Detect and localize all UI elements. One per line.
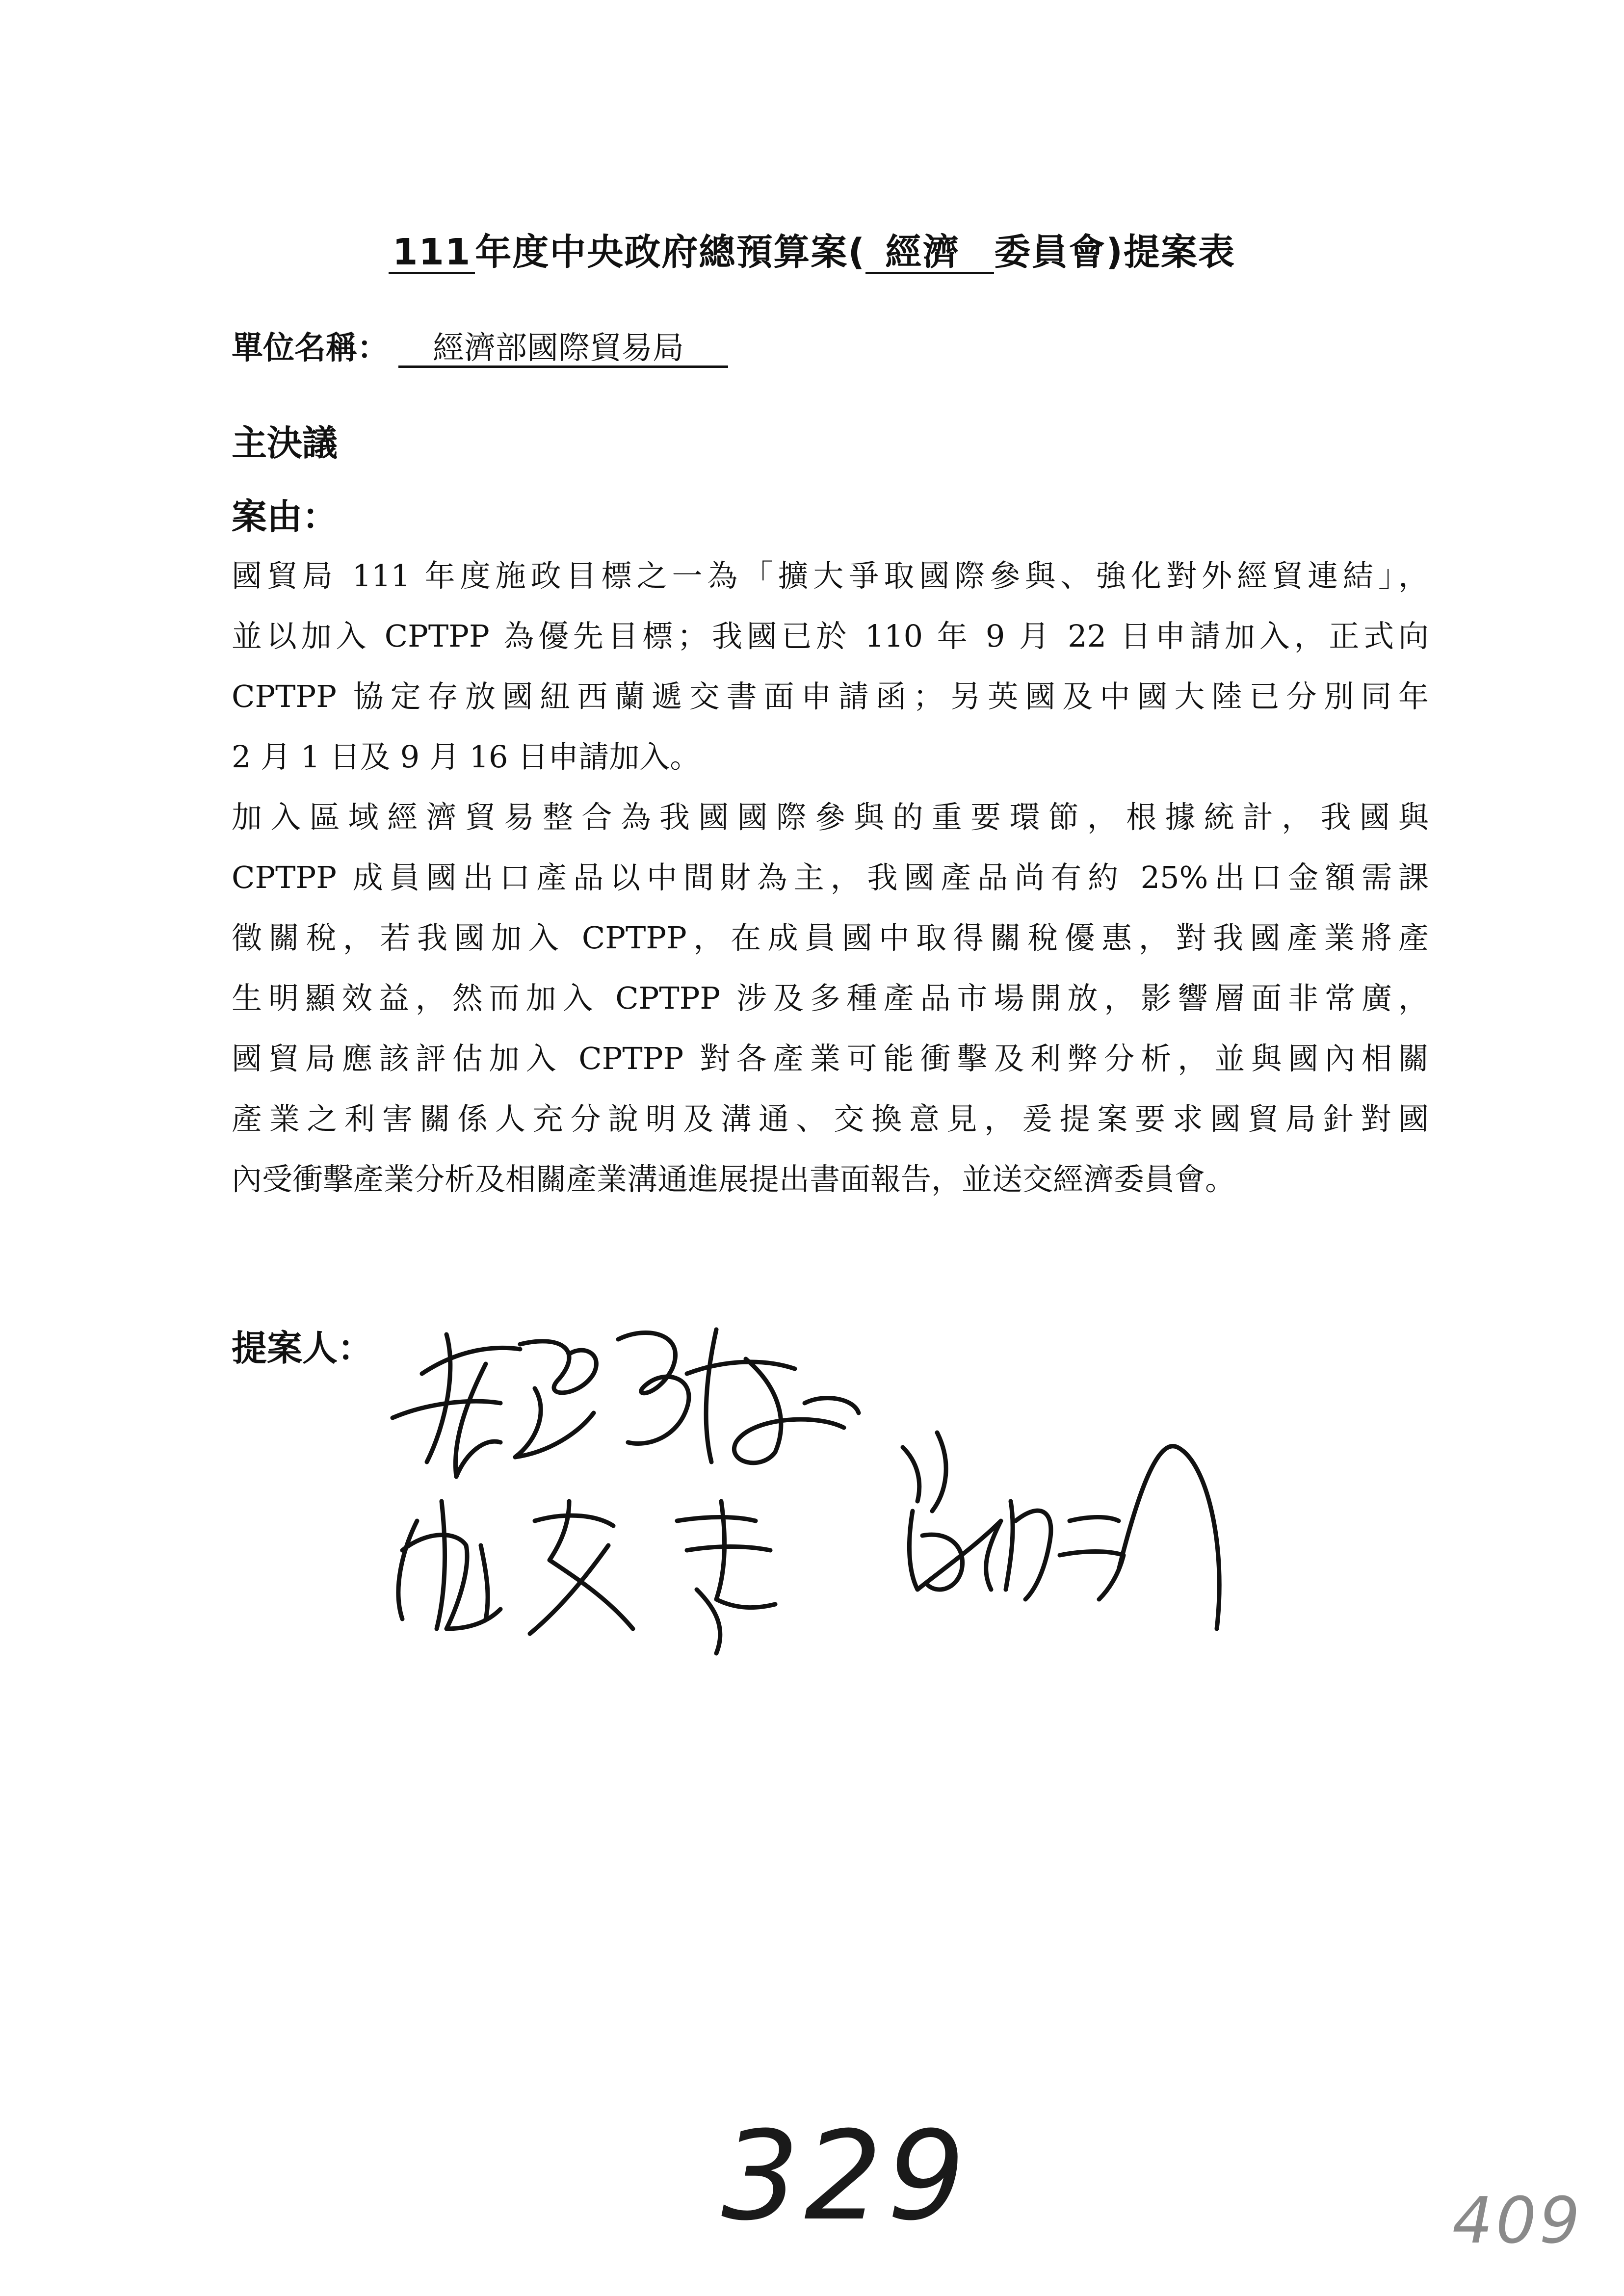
signature-bottom-left xyxy=(398,1501,775,1653)
paragraph-1-line: 國貿局 111 年度施政目標之一為「擴大爭取國際參與、強化對外經貿連結」， xyxy=(232,558,1429,594)
proposer-label: 提案人： xyxy=(232,1328,373,1369)
paragraph-1 xyxy=(232,546,1429,787)
year-field: 111 xyxy=(389,234,475,274)
signature-bottom-right xyxy=(903,1433,1219,1629)
paragraph-2-line: CPTPP 成員國出口產品以中間財為主，我國產品尚有約 25%出口金額需課 xyxy=(232,860,1429,895)
document-title xyxy=(0,223,1624,275)
page-number: 329 xyxy=(721,2105,970,2247)
paragraph-1-line: 2 月 1 日及 9 月 16 日申請加入。 xyxy=(232,739,701,775)
handwritten-signatures xyxy=(373,1315,1266,1688)
unit-row xyxy=(232,323,728,368)
committee-field: 經濟 xyxy=(865,234,994,274)
paragraph-2-line: 內受衝擊產業分析及相關產業溝通進展提出書面報告，並送交經濟委員會。 xyxy=(232,1161,1236,1197)
title-end: 委員會)提案表 xyxy=(994,231,1236,273)
reason-heading: 案由： xyxy=(232,496,338,537)
title-middle: 年度中央政府總預算案( xyxy=(475,231,866,273)
paragraph-2-line: 徵關稅，若我國加入 CPTPP，在成員國中取得關稅優惠，對我國產業將產 xyxy=(232,920,1429,956)
paragraph-2-line: 生明顯效益，然而加入 CPTPP 涉及多種產品市場開放，影響層面非常廣， xyxy=(232,980,1429,1016)
paragraph-2-line: 產業之利害關係人充分說明及溝通、交換意見，爰提案要求國貿局針對國 xyxy=(232,1101,1429,1137)
paragraph-1-line: CPTPP 協定存放國紐西蘭遞交書面申請函；另英國及中國大陸已分別同年 xyxy=(232,678,1429,714)
paragraph-1-line: 並以加入 CPTPP 為優先目標；我國已於 110 年 9 月 22 日申請加入，正式向 xyxy=(232,618,1429,654)
unit-value: 經濟部國際貿易局 xyxy=(398,331,728,368)
paragraph-2-line: 加入區域經濟貿易整合為我國國際參與的重要環節，根據統計，我國與 xyxy=(232,799,1429,835)
paragraph-2 xyxy=(232,787,1429,1209)
signature-top xyxy=(393,1330,859,1477)
resolution-heading: 主決議 xyxy=(232,422,338,464)
unit-label: 單位名稱： xyxy=(232,330,389,366)
paragraph-2-line: 國貿局應該評估加入 CPTPP 對各產業可能衝擊及利弊分析，並與國內相關 xyxy=(232,1041,1429,1076)
corner-page-number: 409 xyxy=(1452,2183,1583,2258)
